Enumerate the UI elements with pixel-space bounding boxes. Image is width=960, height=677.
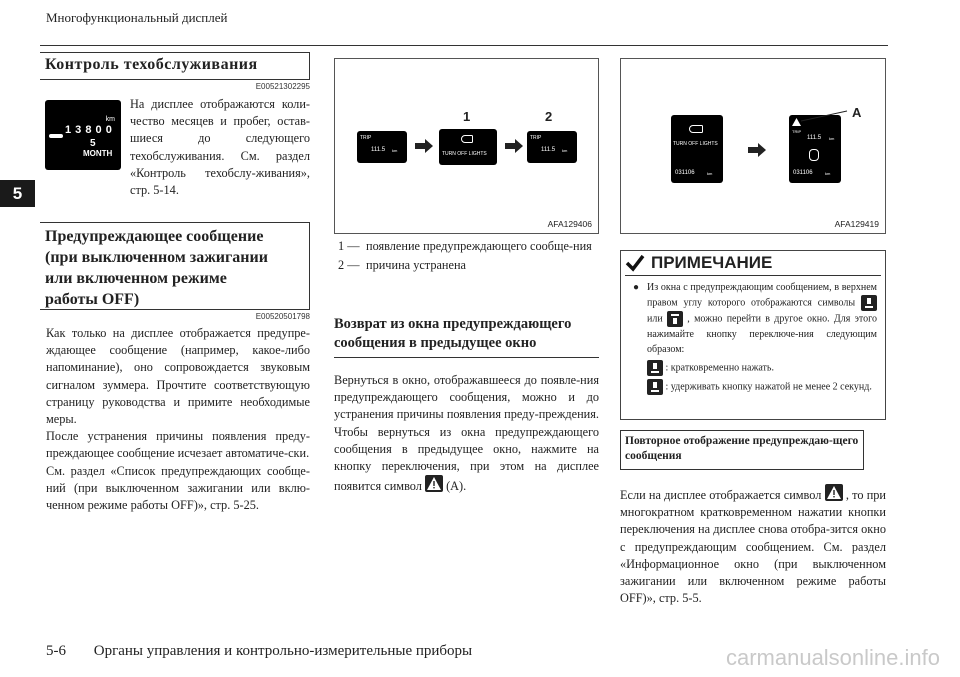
warning-triangle-icon xyxy=(792,118,801,126)
subsection-heading-return: Возврат из окна предупреждающего сообщения в предыдущее окно xyxy=(334,315,599,358)
heading-line-3: или включенном режиме xyxy=(45,270,227,287)
arrow-icon xyxy=(748,143,766,157)
chapter-title: Органы управления и контрольно-измерительные приборы xyxy=(93,643,473,659)
legend-number: 2 — xyxy=(338,258,360,273)
legend-text: причина устранена xyxy=(366,258,467,273)
trip-unit: km xyxy=(829,136,835,141)
months-value: 5 xyxy=(90,138,96,149)
headlight-icon xyxy=(461,135,473,143)
odometer-unit: km xyxy=(825,171,831,176)
watermark: carmanualsonline.info xyxy=(725,645,940,670)
figure-code: AFA129406 xyxy=(547,219,592,229)
note-body xyxy=(621,276,885,395)
warning-triangle-icon xyxy=(425,475,443,492)
note-text-3: , можно перейти в другое окно. Для этого нажимайте кнопку переключе-ния следующим образом: xyxy=(647,313,878,355)
arrow-icon xyxy=(415,139,433,153)
maintenance-text: На дисплее отображаются коли-чество месяцев и пробег, остав-шиеся до следующего техобслуживания. См. раздел «Контроль техобслу-живания», стр. 5-14. xyxy=(130,97,310,198)
trip-value: 111.5 xyxy=(541,147,556,153)
long-press-icon xyxy=(647,379,663,395)
note-text-2: или xyxy=(647,313,663,325)
page-footer xyxy=(46,643,472,660)
header-rule xyxy=(40,45,888,46)
odometer-unit: km xyxy=(707,171,713,176)
note-item-text: : кратковременно нажать. xyxy=(665,362,774,374)
section-code: E00521302295 xyxy=(255,82,310,91)
figure-return-sequence xyxy=(620,58,886,234)
trip-unit: km xyxy=(562,148,568,153)
heading-line-2: (при выключенном зажигании xyxy=(45,249,268,266)
months-unit: MONTH xyxy=(83,149,113,158)
callout-2: 2 xyxy=(545,109,553,124)
section-heading-text: Контроль техобслуживания xyxy=(45,56,258,73)
short-press-icon xyxy=(647,360,663,376)
lower-dial-icon xyxy=(861,295,877,311)
display-screen-previous xyxy=(789,115,841,183)
trip-value: 111.5 xyxy=(371,147,386,153)
distance-value: 1 3 8 0 0 xyxy=(65,124,113,136)
trip-value: 111.5 xyxy=(807,135,822,141)
callout-line xyxy=(801,109,849,123)
chapter-tab: 5 xyxy=(0,180,35,207)
trip-unit: km xyxy=(392,148,398,153)
return-text xyxy=(334,372,599,495)
subsection-heading-text: Повторное отображение предупреждаю-щего сообщения xyxy=(625,435,859,462)
heading-line-1: Предупреждающее сообщение xyxy=(45,228,264,245)
note-text-1: Из окна с предупреждающим сообщением, в верхнем правом углу которого отображаются символы xyxy=(647,282,877,309)
note-item xyxy=(647,379,877,395)
figure-legend xyxy=(338,238,598,274)
paragraph: См. раздел «Список предупреждающих сообще-ний (при выключенном зажигании или вклю-ченном режиме работы OFF)», стр. 5-25. xyxy=(46,463,310,513)
odometer-value: 031106 xyxy=(793,170,813,176)
page-number: 5-6 xyxy=(46,643,66,659)
trip-label: TRIP xyxy=(360,135,372,141)
subsection-heading-redisplay xyxy=(620,430,864,470)
return-text-tail: (A). xyxy=(446,479,467,494)
warning-message: TURN OFF LIGHTS xyxy=(673,141,718,147)
bullet: ● xyxy=(633,282,640,293)
trip-label: TRIP xyxy=(792,129,802,134)
display-screen-after xyxy=(527,131,577,163)
upper-dial-icon xyxy=(667,311,683,327)
arrow-icon xyxy=(505,139,523,153)
section-code: E00520501798 xyxy=(255,312,310,321)
note-box xyxy=(620,250,886,420)
callout-a: A xyxy=(852,105,862,120)
km-label: km xyxy=(105,116,115,123)
note-item-text: : удерживать кнопку нажатой не менее 2 секунд. xyxy=(665,381,872,393)
note-title: ПРИМЕЧАНИЕ xyxy=(651,253,773,272)
return-text-main: Вернуться в окно, отображавшееся до появле-ния предупреждающего сообщения, можно и до устранения причины появления преду-преждения. Чтобы вернуться из окна предупреждающего сообщения в предыдущее окно, нажмите на кнопку переключения, при этом на дисплее появится символ xyxy=(334,373,599,494)
section-heading-maintenance xyxy=(40,52,310,80)
figure-code: AFA129419 xyxy=(834,219,879,229)
display-screen-warning xyxy=(439,129,497,165)
wrench-icon xyxy=(49,134,63,138)
maintenance-display-image xyxy=(45,100,121,170)
callout-1: 1 xyxy=(463,109,471,124)
note-item xyxy=(647,360,877,376)
trip-label: TRIP xyxy=(530,135,542,141)
note-header xyxy=(625,251,881,276)
redisplay-text xyxy=(620,484,886,607)
legend-number: 1 — xyxy=(338,239,360,253)
headlight-icon xyxy=(689,125,703,133)
warning-text xyxy=(46,325,310,514)
car-icon xyxy=(809,149,819,161)
legend-item xyxy=(338,257,598,274)
display-screen-before xyxy=(357,131,407,163)
paragraph: После устранения причины появления преду-преждающее сообщение исчезает автоматиче-ски. xyxy=(46,429,310,461)
warning-message: TURN OFF LIGHTS xyxy=(442,151,487,157)
heading-line-4: работы OFF) xyxy=(45,291,140,308)
legend-text: появление предупреждающего сообще-ния xyxy=(366,239,592,253)
figure-warning-sequence xyxy=(334,58,599,234)
display-screen-warning xyxy=(671,115,723,183)
warning-triangle-icon xyxy=(825,484,843,501)
redisplay-text-main: Если на дисплее отображается символ xyxy=(620,488,822,502)
running-header: Многофункциональный дисплей xyxy=(46,10,228,25)
paragraph: Как только на дисплее отображается предупре-ждающее сообщение (например, какое-либо напоминание), оно сопровождается звуковым сигналом зуммера. Прочтите соответствующую страницу руководства и примите необходимые меры. xyxy=(46,326,310,427)
check-icon xyxy=(625,254,645,272)
section-heading-warning xyxy=(40,222,310,310)
odometer-value: 031106 xyxy=(675,170,695,176)
legend-item xyxy=(338,238,598,255)
redisplay-text-tail: , то при многократном кратковременном нажатии кнопки переключения на дисплее снова отобра-зится окно с предупреждающим сообщением. См. раздел «Информационное окно (при выключенном зажигании или включенном режиме работы OFF)», стр. 5-5. xyxy=(620,488,887,606)
